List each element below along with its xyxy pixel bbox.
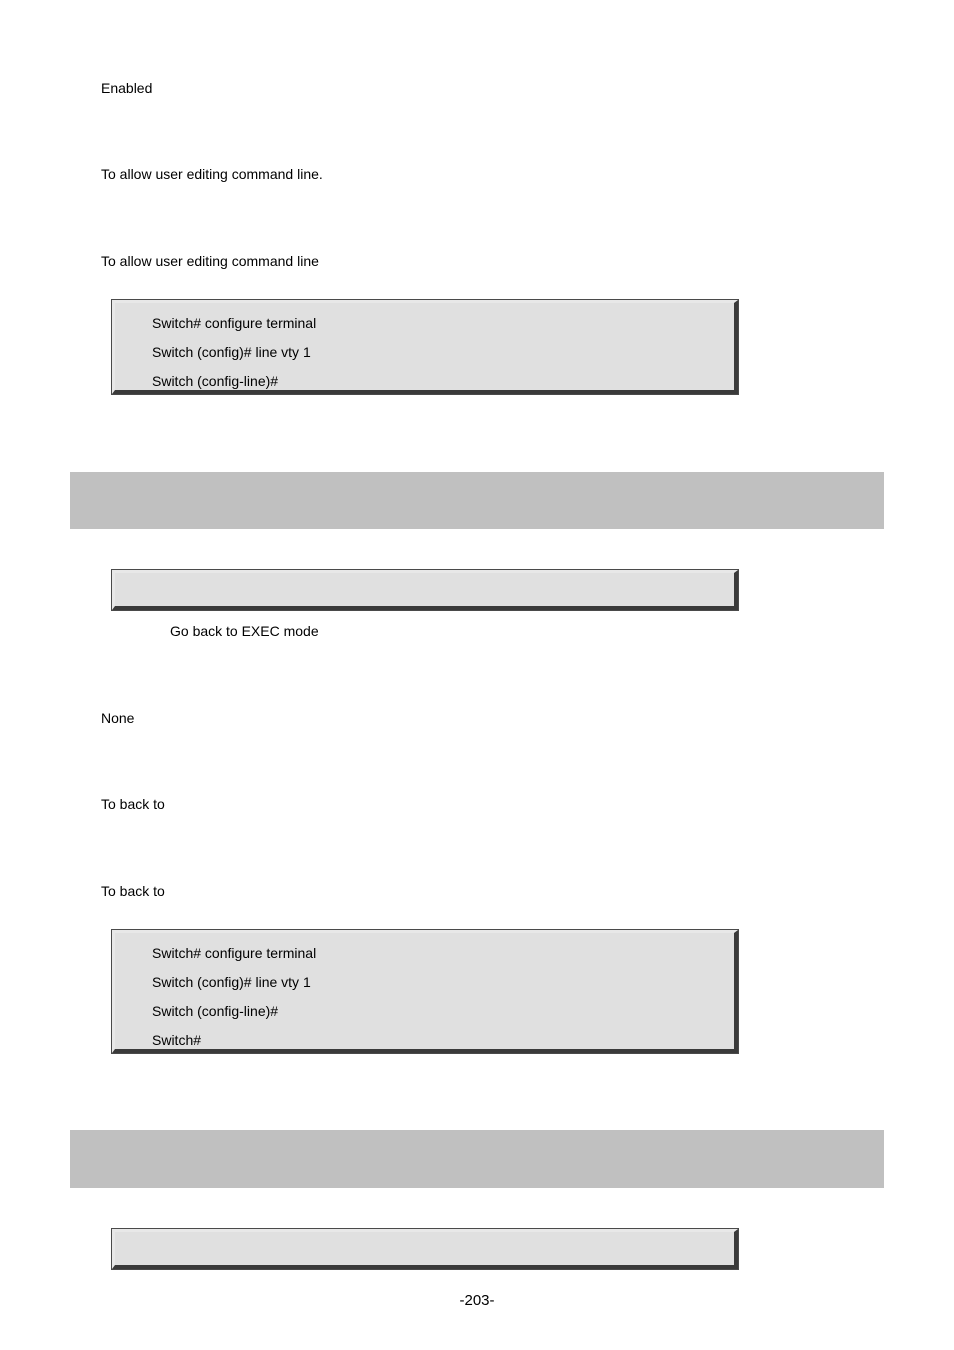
default-value-text: Enabled: [101, 80, 153, 96]
usage-guide-text: To allow user editing command line.: [101, 166, 323, 182]
code-line: Switch# configure terminal: [152, 945, 317, 961]
example-intro-text: To allow user editing command line: [101, 253, 319, 269]
code-line: Switch (config-line)#: [152, 373, 279, 389]
code-line: Switch# configure terminal: [152, 315, 317, 331]
example-code-box: [112, 930, 738, 1053]
example-intro-text: To back to: [101, 883, 165, 899]
code-line: Switch (config)# line vty 1: [152, 344, 311, 360]
code-line: Switch (config-line)#: [152, 1003, 279, 1019]
default-value-text: None: [101, 710, 135, 726]
example-code-box: [112, 300, 738, 394]
syntax-box: [112, 1229, 738, 1269]
parameter-description-text: Go back to EXEC mode: [170, 623, 319, 639]
syntax-box: [112, 570, 738, 610]
usage-guide-text: To back to: [101, 796, 165, 812]
command-heading-band: [70, 1130, 884, 1188]
code-line: Switch#: [152, 1032, 202, 1048]
page-number: -203-: [459, 1292, 495, 1309]
code-line: Switch (config)# line vty 1: [152, 974, 311, 990]
command-heading-band: [70, 472, 884, 529]
